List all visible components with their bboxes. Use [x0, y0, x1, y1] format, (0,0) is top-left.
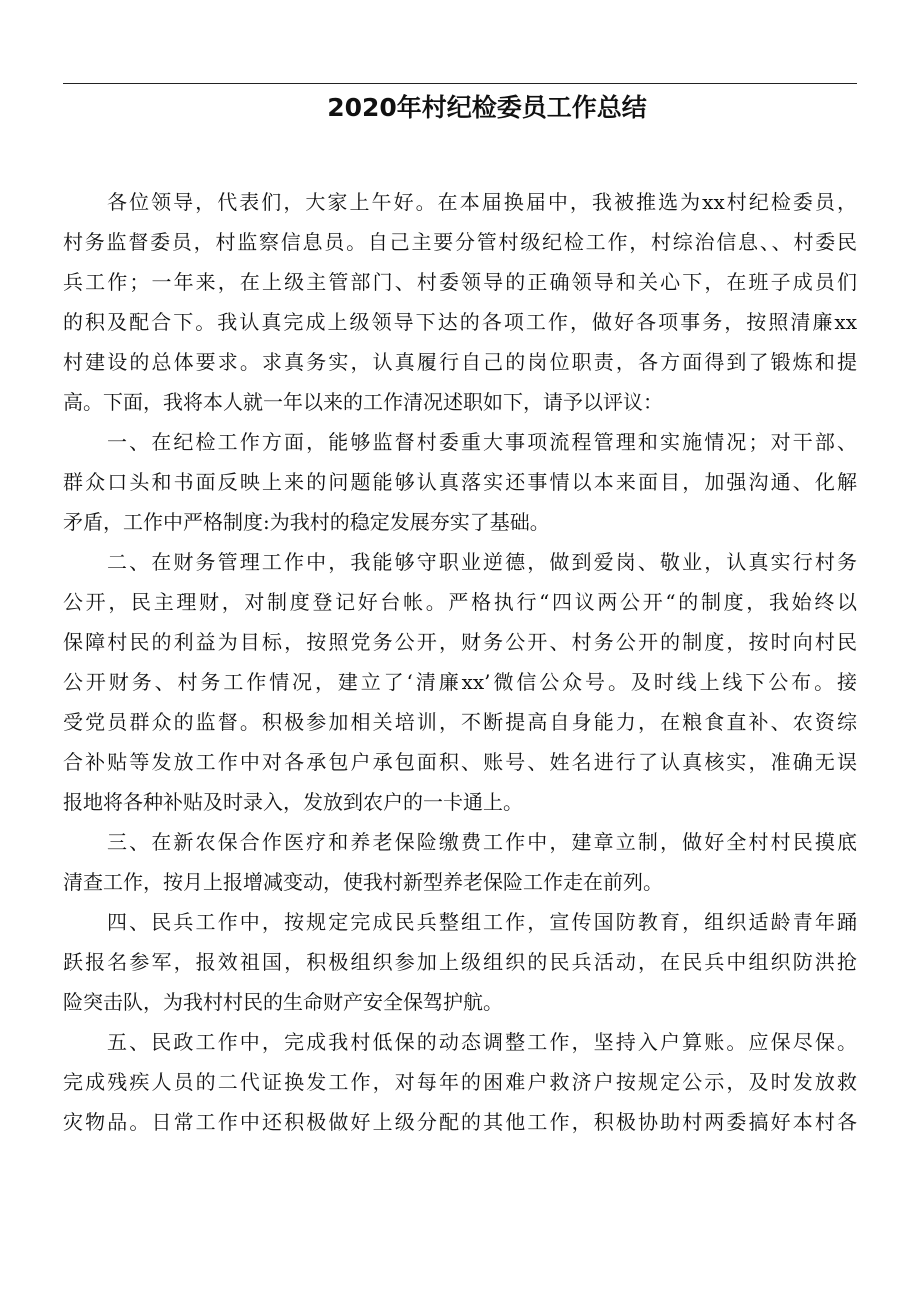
text-line: 村建设的总体要求。求真务实，认真履行自己的岗位职责，各方面得到了锻炼和提 — [63, 350, 857, 374]
text-line: 保障村民的利益为目标，按照党务公开，财务公开、村务公开的制度，按时向村民 — [63, 630, 857, 654]
text-line: 四、民兵工作中，按规定完成民兵整组工作，宣传国防教育，组织适龄青年踊 — [107, 910, 857, 934]
document-body — [63, 182, 857, 1142]
text-line: 的积及配合下。我认真完成上级领导下达的各项工作，做好各项事务，按照清廉xx — [63, 310, 857, 334]
text-line: 受党员群众的监督。积极参加相关培训，不断提高自身能力，在粮食直补、农资综 — [63, 710, 857, 734]
text-line: 合补贴等发放工作中对各承包户承包面积、账号、姓名进行了认真核实，准确无误 — [63, 750, 857, 774]
text-line: 兵工作；一年来，在上级主管部门、村委领导的正确领导和关心下，在班子成员们 — [63, 270, 857, 294]
text-line: 一、在纪检工作方面，能够监督村委重大事项流程管理和实施情况；对干部、 — [107, 430, 857, 454]
text-line: 灾物品。日常工作中还积极做好上级分配的其他工作，积极协助村两委搞好本村各 — [63, 1110, 857, 1134]
text-line: 报地将各种补贴及时录入，发放到农户的一卡通上。 — [63, 790, 523, 814]
text-line: 公开，民主理财，对制度登记好台帐。严格执行“四议两公开“的制度，我始终以 — [63, 590, 857, 614]
text-line: 清查工作，按月上报增减变动，使我村新型养老保险工作走在前列。 — [63, 870, 663, 894]
text-line: 矛盾，工作中严格制度:为我村的稳定发展夯实了基础。 — [63, 510, 550, 534]
text-line: 群众口头和书面反映上来的问题能够认真落实还事情以本来面目，加强沟通、化解 — [63, 470, 857, 494]
text-line: 高。下面，我将本人就一年以来的工作清况述职如下，请予以评议： — [63, 390, 663, 414]
text-line: 村务监督委员，村监察信息员。自己主要分管村级纪检工作，村综治信息、、村委民 — [63, 230, 857, 254]
document-title: 2020年村纪检委员工作总结 — [327, 93, 647, 122]
text-line: 跃报名参军，报效祖国，积极组织参加上级组织的民兵活动，在民兵中组织防洪抢 — [63, 950, 857, 974]
text-line: 公开财务、村务工作情况，建立了‘清廉xx’微信公众号。及时线上线下公布。接 — [63, 670, 857, 694]
text-line: 三、在新农保合作医疗和养老保险缴费工作中，建章立制，做好全村村民摸底 — [107, 830, 857, 854]
text-line: 五、民政工作中，完成我村低保的动态调整工作，坚持入户算账。应保尽保。 — [107, 1030, 857, 1054]
text-line: 二、在财务管理工作中，我能够守职业逆德，做到爱岗、敬业，认真实行村务 — [107, 550, 857, 574]
text-line: 各位领导，代表们，大家上午好。在本届换届中，我被推选为xx村纪检委员， — [107, 190, 857, 214]
header-rule — [63, 83, 857, 84]
text-line: 完成残疾人员的二代证换发工作，对每年的困难户救济户按规定公示，及时发放救 — [63, 1070, 857, 1094]
text-line: 险突击队，为我村村民的生命财产安全保驾护航。 — [63, 990, 503, 1014]
